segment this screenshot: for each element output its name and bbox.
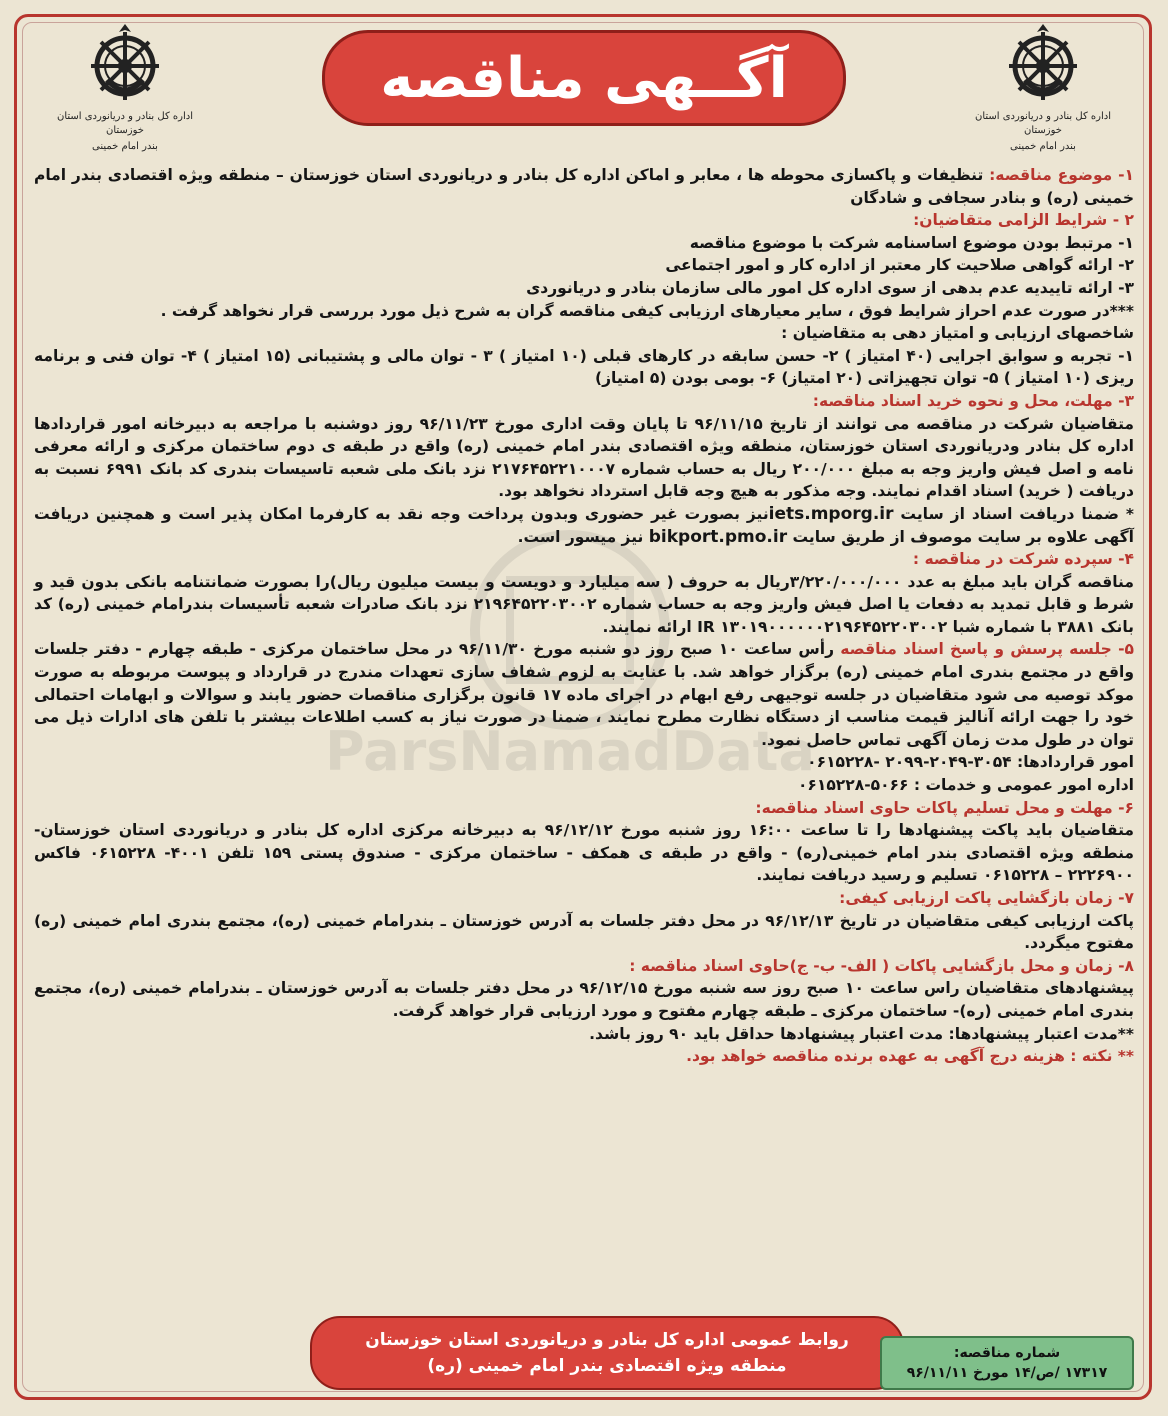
requirement-item: ۲- ارائه گواهی صلاحیت کار معتبر از اداره کار و امور اجتماعی [665,256,1134,275]
section-text: تنظیفات و پاکسازی محوطه ها ، معابر و اماکن اداره کل بنادر و دریانوردی استان خوزستان – منطقه ویژه اقتصادی بندر امام خمینی (ره) و بنادر سجافی و شادگان [34,166,1134,207]
requirement-item: ۱- مرتبط بودن موضوع اساسنامه شرکت با موضوع مناقصه [689,233,1134,252]
section-subject [34,164,1134,209]
section-briefing [34,638,1134,751]
watermark-text: ParsNamadData [325,720,815,783]
requirement-item: ۳- ارائه تاییدیه عدم بدهی از سوی اداره کل امور مالی سازمان بنادر و دریانوردی [526,278,1134,297]
title-banner [322,30,846,126]
section-heading: ۶- مهلت و محل تسلیم پاکات حاوی اسناد مناقصه: [755,798,1134,817]
logo-caption-line2: بندر امام خمینی [92,141,158,152]
section-heading: ۳- مهلت، محل و نحوه خرید اسناد مناقصه: [812,391,1134,410]
tender-number-box [880,1336,1134,1390]
anchor-emblem-icon [85,22,165,108]
section-heading: ۸- زمان و محل بازگشایی پاکات ( الف- ب- ج)حاوی اسناد مناقصه : [629,956,1134,975]
tender-body [34,164,1134,1314]
footer-line1: روابط عمومی اداره کل بنادر و دریانوردی استان خوزستان [365,1330,849,1350]
section-heading: ۲ - شرایط الزامی متقاضیان: [913,211,1134,230]
tender-number-label: شماره مناقصه: [953,1345,1061,1361]
cost-note: ** نکته : هزینه درج آگهی به عهده برنده مناقصه خواهد بود. [686,1047,1134,1066]
section-heading: ۱- موضوع مناقصه: [989,166,1134,184]
public-relations-footer [310,1316,904,1390]
page-title: آگــهی مناقصه [380,45,788,111]
requirement-note: ***در صورت عدم احراز شرایط فوق ، سایر معیارهای ارزیابی کیفی مناقصه گران به شرح ذیل مورد بررسی قرار نخواهد گرفت . [160,301,1134,320]
criteria-text: ۱- تجربه و سوابق اجرایی (۴۰ امتیاز ) ۲- حسن سابقه در کارهای قبلی (۱۰ امتیاز ) ۳ - توان مالی و پشتیبانی (۱۵ امتیاز ) ۴- توان فنی و برنامه ریزی (۱۰ امتیاز ) ۵- توان تجهیزاتی (۲۰ امتیاز) ۶- بومی بودن (۵ امتیاز) [34,346,1134,388]
website-text: نیز میسور است. [517,527,649,546]
tender-number-value: ۱۷۳۱۷ /ص/۱۴ مورخ ۹۶/۱۱/۱۱ [906,1365,1108,1381]
organization-logo-left [50,22,200,152]
website-link-iets[interactable]: iets.mporg.ir [768,503,894,524]
section-text: پیشنهادهای متقاضیان راس ساعت ۱۰ صبح روز سه شنبه مورخ ۹۶/۱۲/۱۵ در محل دفتر جلسات به آدرس خوزستان ـ بندرامام خمینی (ره)، مجتمع بندری امام خمینی (ره)- ساختمان مرکزی ـ طبقه چهارم مفتوح و مورد ارزیابی قرار خواهد گرفت. [34,979,1135,1020]
section-text: متقاضیان شرکت در مناقصه می توانند از تاریخ ۹۶/۱۱/۱۵ تا پایان وقت اداری مورخ ۹۶/۱۱/۲۳ روز دوشنبه با مراجعه به دبیرخانه امور قراردادها اداره کل بنادر ودریانوردی استان خوزستان، منطقه ویژه اقتصادی بندر امام خمینی (ره) واقع در طبقه ی دوم ساختمان مرکزی و ارائه معرفی نامه و اصل فیش واریز وجه به مبلغ ۲۰۰/۰۰۰ ریال به حساب شماره ۲۱۷۶۴۵۲۲۱۰۰۰۷ نزد بانک ملی شعبه تاسیسات بندری کد بانک ۶۹۹۱ نسبت به دریافت ( خرید) اسناد اقدام نمایند. وجه مذکور به هیچ وجه قابل استرداد نخواهد بود. [34,414,1134,501]
logo-caption-line2: بندر امام خمینی [1010,141,1076,152]
section-text: متقاضیان باید پاکت پیشنهادها را تا ساعت ۱۶:۰۰ روز شنبه مورخ ۹۶/۱۲/۱۲ به دبیرخانه مرکزی اداره کل بنادر و دریانوردی استان خوزستان- منطقه ویژه اقتصادی بندر امام خمینی(ره) - واقع در طبقه ی همکف - ساختمان مرکزی - صندوق پستی ۱۵۹ تلفن ۴۰۰۱- ۰۶۱۵۲۲۸ فاکس ۲۲۲۶۹۰۰ – ۰۶۱۵۲۲۸ تسلیم و رسید دریافت نمایند. [34,821,1135,885]
logo-caption-line1: اداره کل بنادر و دریانوردی استان خوزستان [974,111,1111,136]
contact-phone: اداره امور عمومی و خدمات : ۵۰۶۶-۰۶۱۵۲۲۸ [797,776,1134,795]
website-note [34,503,1134,548]
section-heading: ۷- زمان بازگشایی پاکت ارزیابی کیفی: [839,889,1134,907]
section-heading: ۵- جلسه پرسش و پاسخ اسناد مناقصه [840,640,1135,659]
validity-note: **مدت اعتبار پیشنهادها: مدت اعتبار پیشنهادها حداقل باید ۹۰ روز باشد. [589,1024,1134,1043]
organization-logo-right [968,22,1118,152]
website-link-bikport[interactable]: bikport.pmo.ir [648,526,788,547]
anchor-emblem-icon [1003,22,1083,108]
contact-phone: امور قراردادها: ۳۰۵۴-۲۰۴۹-۲۰۹۹ -۰۶۱۵۲۲۸ [807,753,1134,772]
footer-line2: منطقه ویژه اقتصادی بندر امام خمینی (ره) [427,1356,787,1376]
website-text: نیز بصورت غیر حضوری وبدون پرداخت وجه نقد به کارفرما امکان پذیر است و همچنین دریافت آگهی علاوه بر سایت موصوف از طریق سایت [34,504,1134,546]
section-text: پاکت ارزیابی کیفی متقاضیان در تاریخ ۹۶/۱۲/۱۳ در محل دفتر جلسات به آدرس خوزستان ـ بندرامام خمینی (ره)، مجتمع بندری امام خمینی (ره) مفتوح میگردد. [34,911,1135,953]
website-text: * ضمنا دریافت اسناد از سایت [893,504,1134,523]
section-heading: ۴- سپرده شرکت در مناقصه : [912,550,1134,569]
section-text: رأس ساعت ۱۰ صبح روز دو شنبه مورخ ۹۶/۱۱/۳۰ در محل ساختمان مرکزی - طبقه چهارم - دفتر جلسات واقع در مجتمع بندری امام خمینی (ره) برگزار خواهد شد. با عنایت به لزوم شفاف سازی تعهدات مندرج در قرارداد و پیوست مربوطه به صورت موکد توصیه می شود متقاضیان در جلسه توجیهی رفع ابهام در اجرای ماده ۱۷ قانون برگزاری مناقصات حضور یابند و سوالات و ابهامات احتمالی خود را جهت ارائه آنالیز قیمت مناسب از دستگاه نظارت مطرح نمایند ، ضمنا در صورت نیاز به کسب اطلاعات بیشتر با تلفن های ادارات ذیل می توان در طول مدت زمان آگهی تماس حاصل نمود. [34,640,1134,749]
section-text: مناقصه گران باید مبلغ به عدد ۳/۲۲۰/۰۰۰/۰۰۰ریال به حروف ( سه میلیارد و دویست و بیست میلیون ریال)را بصورت ضمانتنامه بانکی بدون قید و شرط و قابل تمدید به دفعات یا اصل فیش واریز وجه به حساب شماره ۲۱۹۶۴۵۲۲۰۳۰۰۲ نزد بانک صادرات شعبه تأسیسات بندرامام خمینی (ره) کد بانک ۳۸۸۱ با شماره شبا IR ۱۳۰۱۹۰۰۰۰۰۰۲۱۹۶۴۵۲۲۰۳۰۰۲ ارائه نمایند. [34,572,1134,636]
logo-caption-line1: اداره کل بنادر و دریانوردی استان خوزستان [56,111,193,136]
criteria-heading: شاخصهای ارزیابی و امتیاز دهی به متقاضیان : [781,324,1134,343]
